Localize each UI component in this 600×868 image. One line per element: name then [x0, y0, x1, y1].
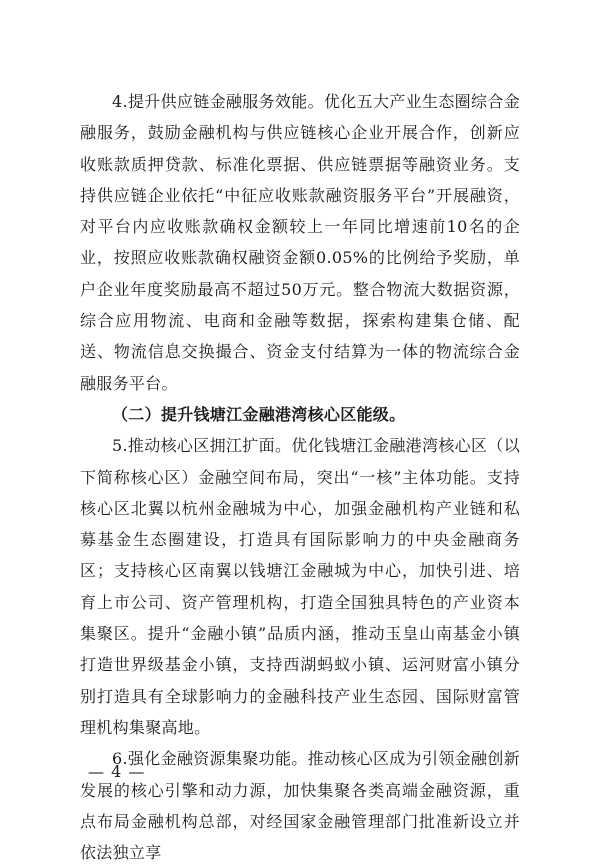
document-body — [80, 86, 520, 868]
paragraph-6: 6.强化金融资源集聚功能。推动核心区成为引领金融创新发展的核心引擎和动力源，加快集聚各类高端金融资源，重点布局金融机构总部，对经国家金融管理部门批准新设立并依法独立享 — [80, 749, 520, 863]
paragraph-4: 4.提升供应链金融服务效能。优化五大产业生态圈综合金融服务，鼓励金融机构与供应链核心企业开展合作，创新应收账款质押贷款、标准化票据、供应链票据等融资业务。支持供应链企业依托“中征应收账款融资服务平台”开展融资，对平台内应收账款确权金额较上一年同比增速前10名的企业，按照应收账款确权融资金额0.05%的比例给予奖励，单户企业年度奖励最高不超过50万元。整合物流大数据资源，综合应用物流、电商和金融等数据，探索构建集仓储、配送、物流信息交换撮合、资金支付结算为一体的物流综合金融服务平台。 — [80, 92, 520, 393]
page-number: — 4 — — [88, 762, 146, 781]
section-heading-2: （二）提升钱塘江金融港湾核心区能级。 — [112, 404, 406, 424]
paragraph-5: 5.推动核心区拥江扩面。优化钱塘江金融港湾核心区（以下简称核心区）金融空间布局，突出“一核”主体功能。支持核心区北翼以杭州金融城为中心，加强金融机构产业链和私募基金生态圈建设，打造具有国际影响力的中央金融商务区；支持核心区南翼以钱塘江金融城为中心，加快引进、培育上市公司、资产管理机构，打造全国独具特色的产业资本集聚区。提升“金融小镇”品质内涵，推动玉皇山南基金小镇打造世界级基金小镇，支持西湖蚂蚁小镇、运河财富小镇分别打造具有全球影响力的金融科技产业生态园、国际财富管理机构集聚高地。 — [80, 436, 520, 737]
